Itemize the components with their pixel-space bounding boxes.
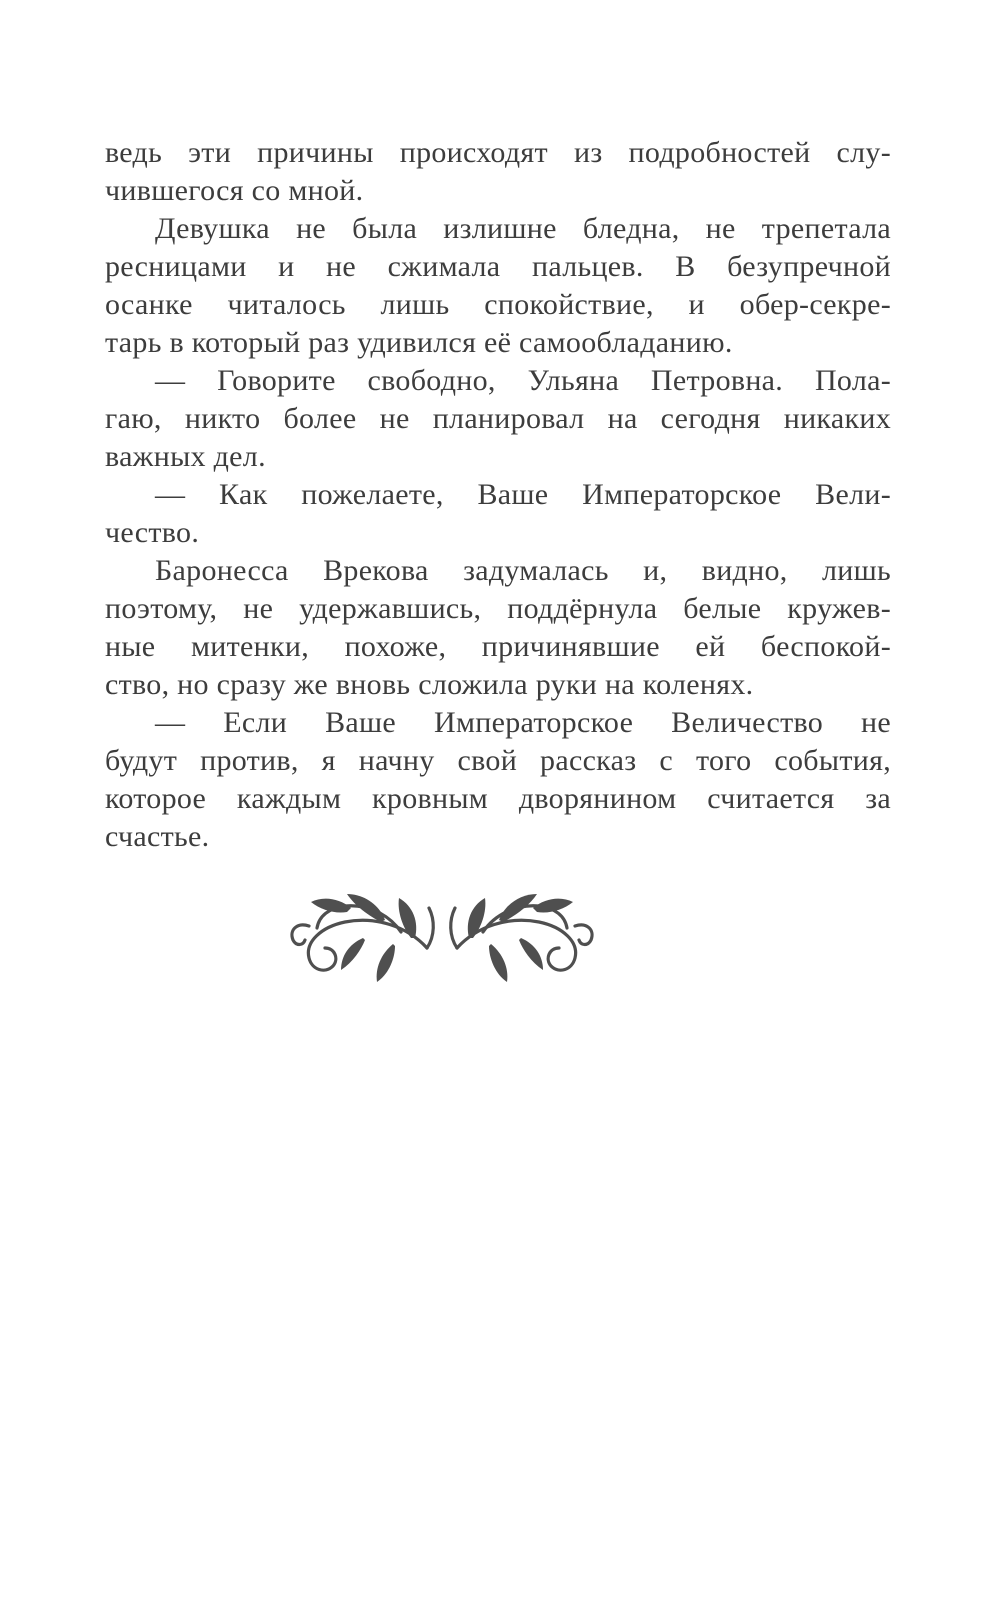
paragraph	[105, 552, 891, 704]
paragraph	[105, 362, 891, 476]
text-line: будут против, я начну свой рассказ с того события,	[105, 744, 891, 777]
text-line: которое каждым кровным дворянином считается за	[105, 782, 891, 815]
text-line: Баронесса Врекова задумалась и, видно, лишь	[155, 554, 891, 587]
text-line: ресницами и не сжимала пальцев. В безупречной	[105, 250, 891, 283]
text-line: поэтому, не удержавшись, поддёрнула белые кружев-	[105, 592, 891, 625]
text-line: важных дел.	[105, 440, 266, 473]
text-line: чившегося со мной.	[105, 174, 364, 207]
page-text	[105, 134, 891, 856]
floral-flourish-icon	[287, 886, 597, 990]
paragraph	[105, 210, 891, 362]
paragraph	[105, 476, 891, 552]
text-line: — Как пожелаете, Ваше Императорское Вели-	[155, 478, 891, 511]
text-line: гаю, никто более не планировал на сегодня никаких	[105, 402, 891, 435]
paragraph	[105, 704, 891, 856]
text-line: ведь эти причины происходят из подробностей слу-	[105, 136, 891, 169]
text-line: осанке читалось лишь спокойствие, и обер-секре-	[105, 288, 891, 321]
text-line: — Говорите свободно, Ульяна Петровна. Пола-	[155, 364, 891, 397]
text-line: Девушка не была излишне бледна, не трепетала	[155, 212, 891, 245]
text-line: тарь в который раз удивился её самообладанию.	[105, 326, 733, 359]
ornament-divider	[0, 886, 942, 990]
text-line: — Если Ваше Императорское Величество не	[155, 706, 891, 739]
paragraph	[105, 134, 891, 210]
text-line: ство, но сразу же вновь сложила руки на коленях.	[105, 668, 754, 701]
text-line: ные митенки, похоже, причинявшие ей беспокой-	[105, 630, 891, 663]
text-line: чество.	[105, 516, 200, 549]
text-line: счастье.	[105, 820, 210, 853]
